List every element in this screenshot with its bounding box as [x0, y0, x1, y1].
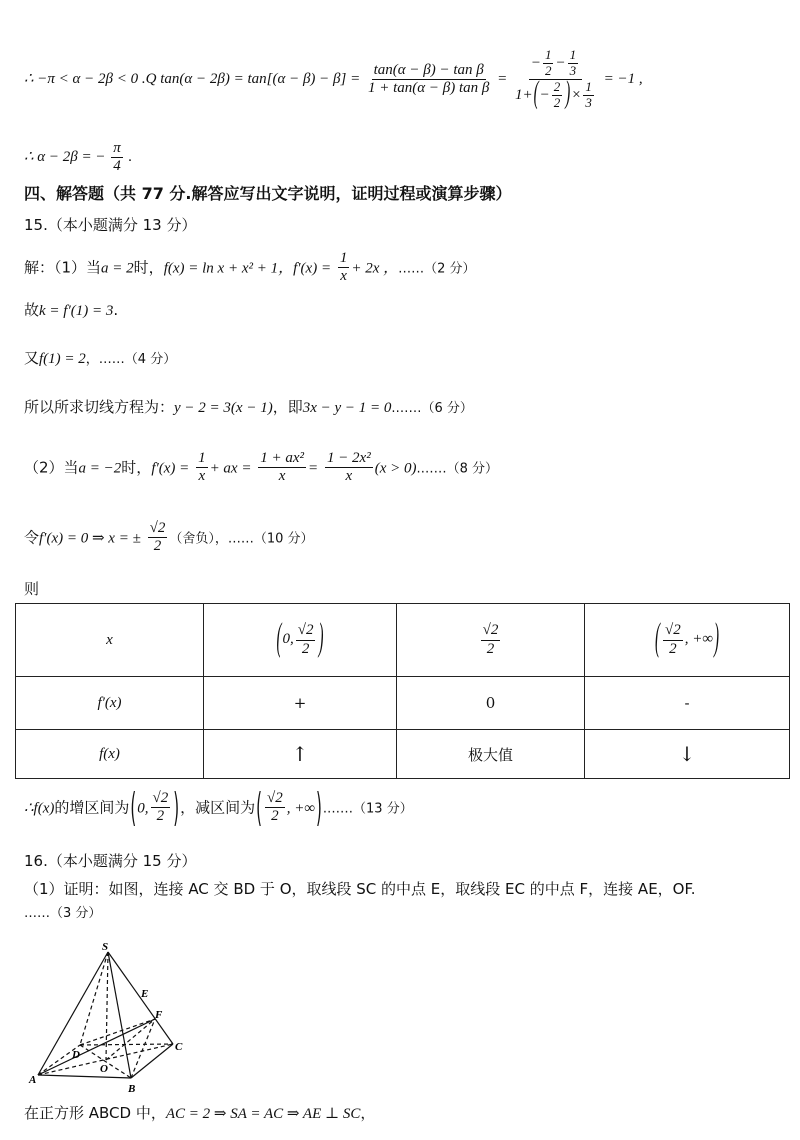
table-row: f′(x) + 0 -	[16, 677, 790, 730]
q15-line-4: 所以所求切线方程为：y − 2 = 3(x − 1)，即3x − y − 1 = 0.……（6 分）	[24, 398, 473, 416]
q15-line-7: 则	[24, 580, 40, 598]
q15-line-2: 故k = f′(1) = 3.	[24, 301, 119, 319]
label-A: A	[29, 1074, 37, 1086]
section-heading: 四、解答题（共 77 分.解答应写出文字说明，证明过程或演算步骤）	[24, 184, 512, 203]
formula-result: = −1 ,	[603, 70, 643, 87]
top-formula: ∴ −π < α − 2β < 0 .Q tan(α − 2β) = tan[(α − β) − β] = $\frac{\text{tan(α − β) − tan β}}{\text{1 + tan(α − β) tan β}}$ = − $\frac{1}{2}$ − $\frac{1}{3}$ 1+(− $\frac{2}{2}$ )× $\frac{1}{3}$ = −1 ,	[24, 47, 643, 111]
label-B: B	[128, 1083, 136, 1095]
q16-line-3: 在正方形 ABCD 中，AC = 2 ⇒ SA = AC ⇒ AE ⊥ SC，	[24, 1104, 376, 1122]
q15-line-1: 解：（1）当a = 2时，f(x) = ln x + x² + 1，f′(x) = $\frac{1}{x}$ + 2x ，……（2 分）	[24, 250, 476, 285]
q16-line-2: ……（3 分）	[24, 906, 102, 921]
pyramid-figure	[28, 940, 198, 1095]
label-S: S	[102, 941, 109, 953]
table-row: f(x) ↑ 极大值 ↓	[16, 730, 790, 779]
q15-line-6: 令f′(x) = 0 ⇒ x = ± $\frac{√2}{2}$ （舍负），……（10 分）	[24, 520, 314, 555]
numeric-fraction: − $\frac{1}{2}$ − $\frac{1}{3}$ 1+(− $\frac{2}{2}$ )× $\frac{1}{3}$	[515, 47, 592, 111]
q15-title: 15.（本小题满分 13 分）	[24, 216, 197, 234]
label-C: C	[175, 1041, 183, 1053]
q16-line-1: （1）证明：如图，连接 AC 交 BD 于 O，取线段 SC 的中点 E，取线段 EC 的中点 F，连接 AE，OF.	[24, 880, 696, 898]
label-E: E	[141, 988, 149, 1000]
tan-difference-fraction: $\frac{\text{tan(α − β) − tan β}}{\text{1 + tan(α − β) tan β}}$	[367, 61, 490, 96]
conclusion-line: ∴ α − 2β = − $\frac{\pi}{4}$ .	[24, 140, 133, 175]
q16-title: 16.（本小题满分 15 分）	[24, 852, 197, 870]
score-mark: ……（2 分）	[398, 261, 476, 277]
q15-line-8: ∴f(x)的增区间为(0, $\frac{√2}{2}$ )，减区间为( $\frac{√2}{2}$ , +∞).……（13 分）	[24, 784, 413, 832]
q15-line-3: 又f(1) = 2，……（4 分）	[24, 349, 177, 367]
monotonicity-table	[15, 603, 790, 779]
formula-prefix: ∴ −π < α − 2β < 0 .Q tan(α − 2β) = tan[(α − β) − β] =	[24, 70, 361, 87]
label-O: O	[100, 1063, 108, 1075]
label-D: D	[72, 1049, 80, 1061]
table-row: x (0, $\frac{√2}{2}$ ) $\frac{√2}{2}$ ( $\frac{√2}{2}$ , +∞)	[16, 604, 790, 677]
label-F: F	[155, 1009, 163, 1021]
q15-line-5: （2）当a = −2时，f′(x) = $\frac{1}{x}$ + ax = $\frac{\text{1 + ax²}}{x}$ = $\frac{\text{1 − 2x²}}{x}$ (x > 0).……（8 分）	[24, 450, 499, 485]
